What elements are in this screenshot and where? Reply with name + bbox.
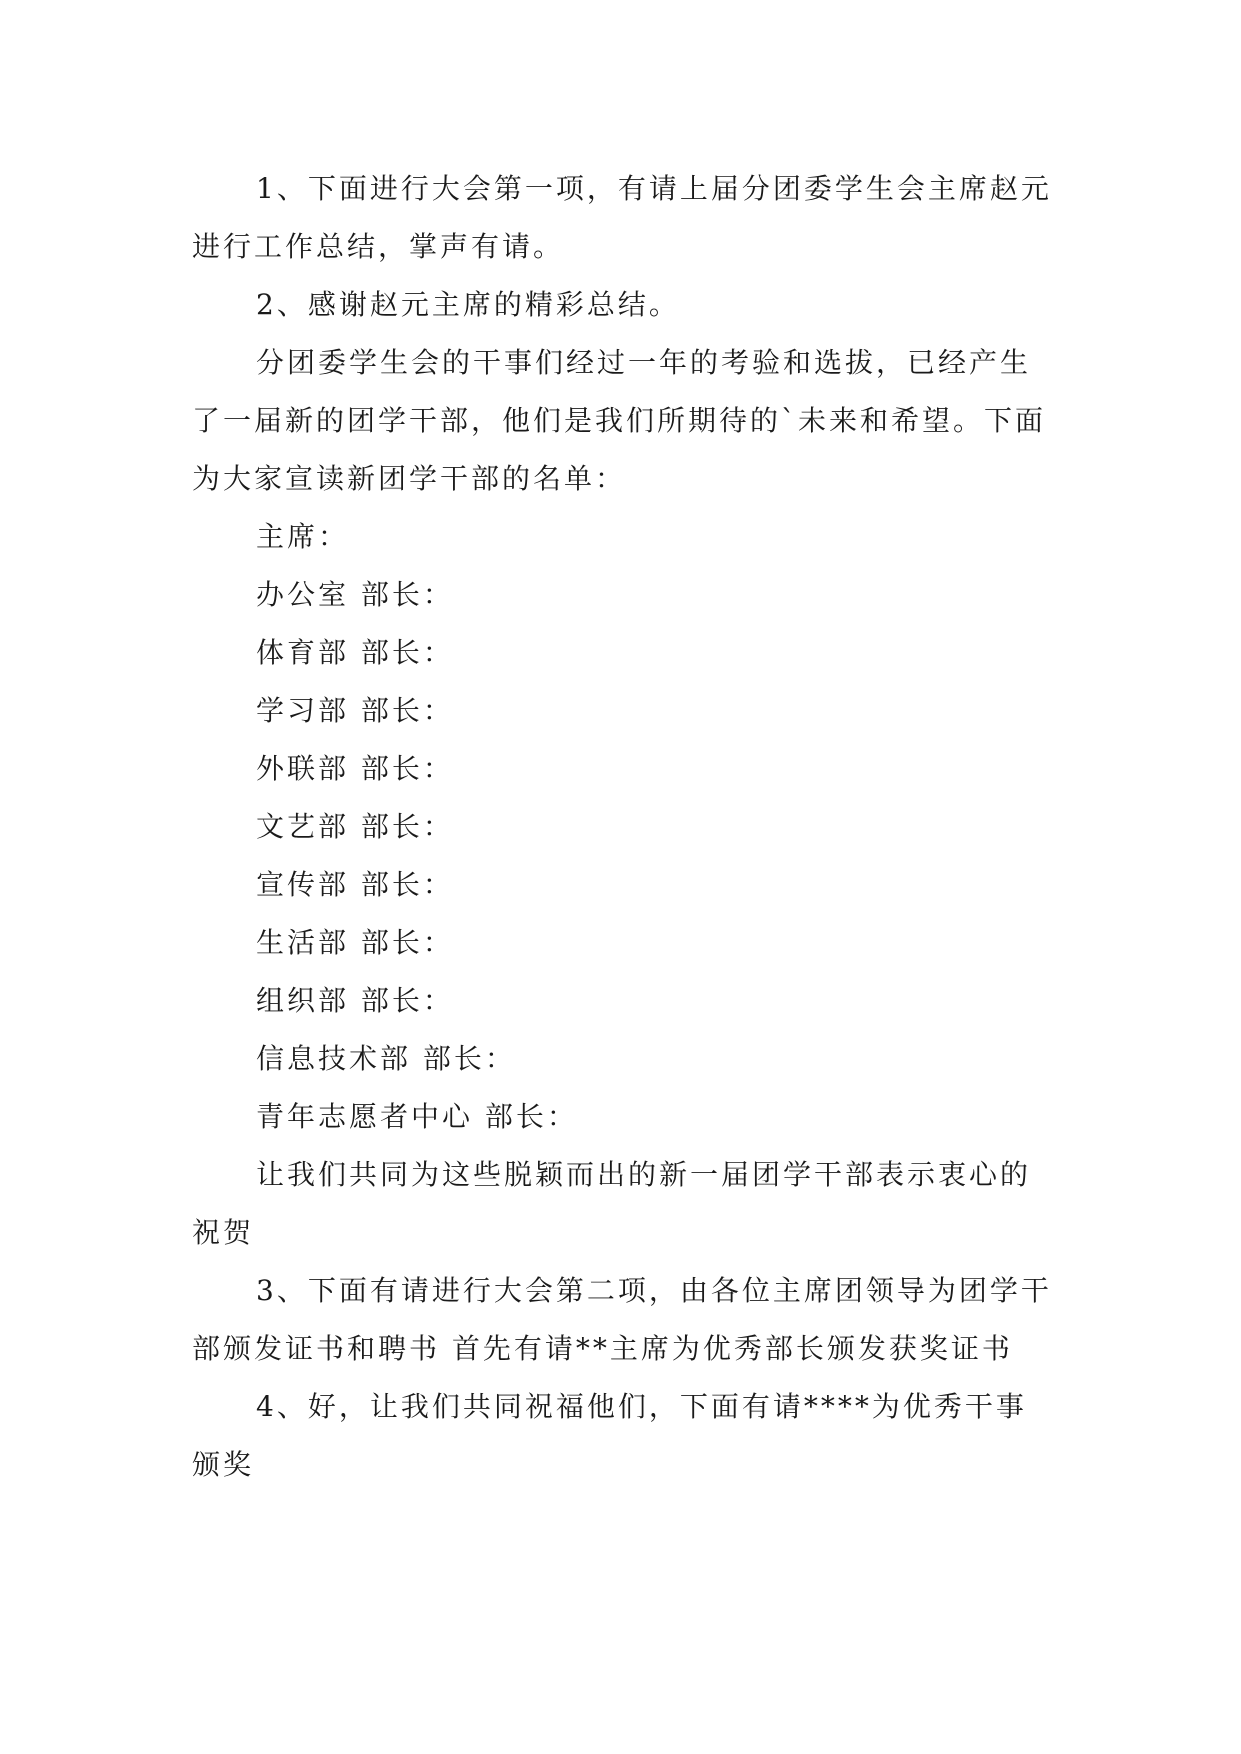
list-item-volunteer: 青年志愿者中心 部长：	[256, 1100, 578, 1133]
document-body	[192, 160, 1052, 1494]
list-item-sports: 体育部 部长：	[256, 636, 454, 669]
list-item-life: 生活部 部长：	[256, 926, 454, 959]
list-item-study: 学习部 部长：	[256, 694, 454, 727]
paragraph-item-1: 1、下面进行大会第一项，有请上届分团委学生会主席赵元进行工作总结，掌声有请。	[192, 172, 1052, 263]
paragraph-item-final: 4、好，让我们共同祝福他们，下面有请****为优秀干事颁奖	[192, 1390, 1027, 1481]
paragraph-item-congrats: 让我们共同为这些脱颖而出的新一届团学干部表示衷心的祝贺	[192, 1158, 1032, 1249]
paragraph-item-3: 分团委学生会的干事们经过一年的考验和选拔，已经产生了一届新的团学干部，他们是我们所期待的`未来和希望。下面为大家宣读新团学干部的名单：	[192, 346, 1047, 495]
paragraph-item-2: 2、感谢赵元主席的精彩总结。	[256, 288, 680, 321]
list-item-chairman: 主席：	[256, 520, 350, 553]
list-item-publicity: 宣传部 部长：	[256, 868, 454, 901]
list-item-office: 办公室 部长：	[256, 578, 454, 611]
list-item-arts: 文艺部 部长：	[256, 810, 454, 843]
paragraph-item-awards: 3、下面有请进行大会第二项，由各位主席团领导为团学干部颁发证书和聘书 首先有请**主席为优秀部长颁发获奖证书	[192, 1274, 1052, 1365]
list-item-it: 信息技术部 部长：	[256, 1042, 516, 1075]
list-item-organization: 组织部 部长：	[256, 984, 454, 1017]
list-item-external: 外联部 部长：	[256, 752, 454, 785]
